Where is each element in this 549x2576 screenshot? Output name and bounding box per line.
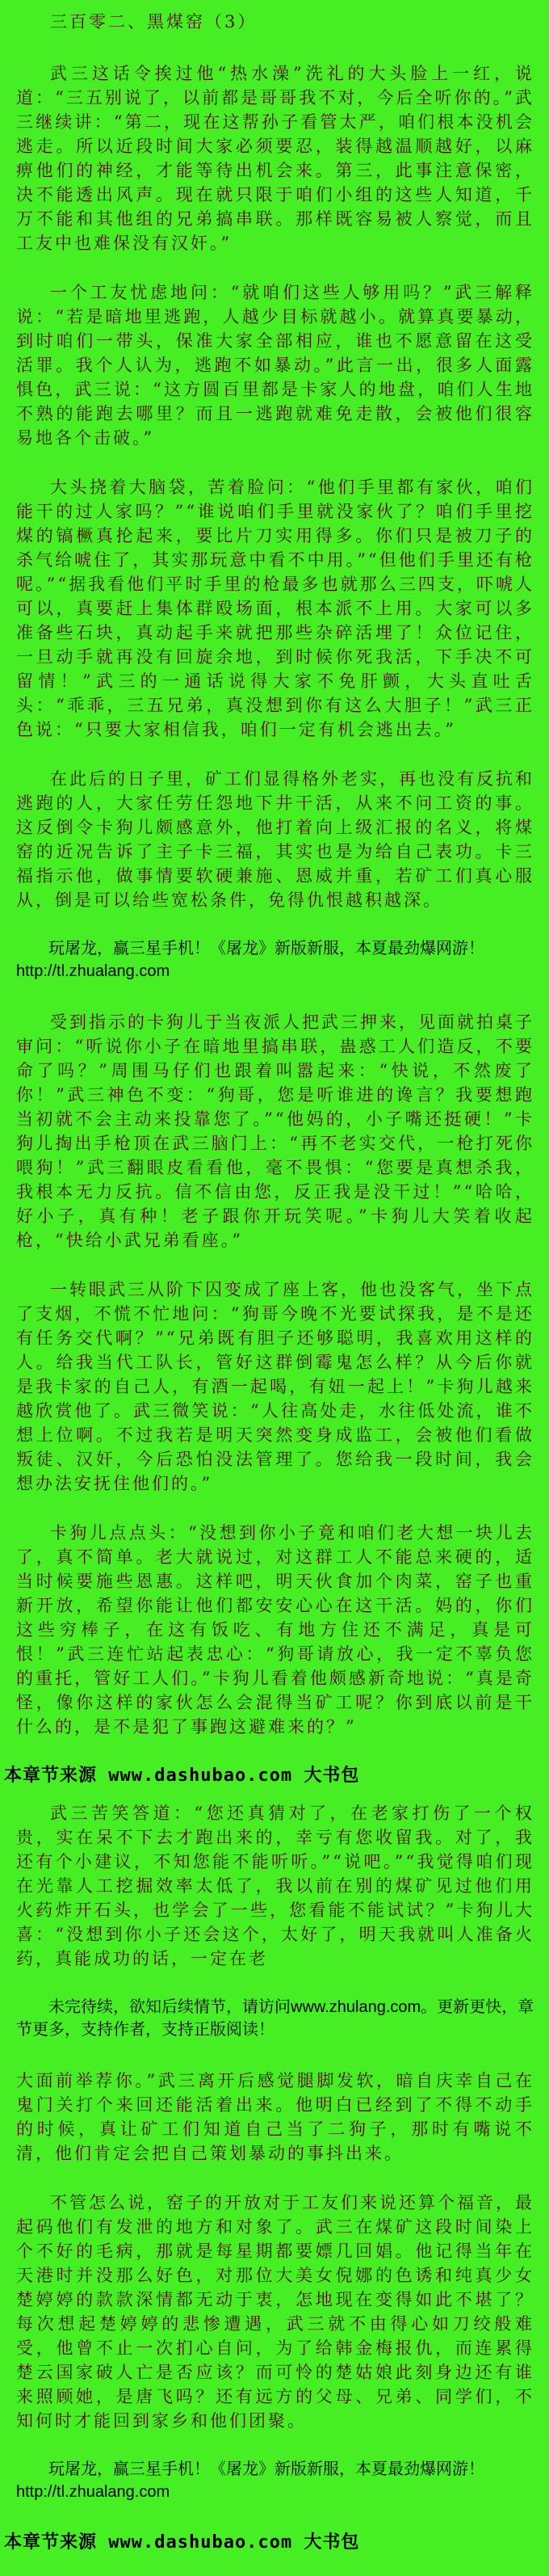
chapter-paragraph: 在此后的日子里，矿工们显得格外老实，再也没有反抗和逃跑的人，大家任劳任怨地下井干活，从来不问工资的事。这反倒令卡狗儿颇感意外，他打着向上级汇报的名义，将煤窑的近况告诉了主子卡三福，其实也是为给自己表功。卡三福指示他，做事情要软硬兼施、恩威并重，若矿工们真心服从，倒是可以给些宽松条件，免得仇恨越积越深。 xyxy=(16,769,534,910)
chapter-paragraph: 不管怎么说，窑子的开放对于工友们来说还算个福音，最起码他们有发泄的地方和对象了。武三在煤矿这段时间染上个不好的毛病，那就是每星期都要嫖几回娼。他记得当年在天港时并没那么好色，对那位大美女倪娜的色诱和纯真少女楚婷婷的款款深情都无动于衷，怎地现在变得如此不堪了？每次想起楚婷婷的悲惨遭遇，武三就不由得心如刀绞般难受，他曾不止一次扪心自问，为了给韩金梅报仇，而连累得楚云国家破人亡是否应该？而可怜的楚姑娘此刻身边还有谁来照顾她，是唐飞吗？还有远方的父母、兄弟、同学们，不知何时才能回到家乡和他们团聚。 xyxy=(16,2193,534,2431)
chapter-paragraph: 一转眼武三从阶下囚变成了座上客，他也没客气，坐下点了支烟，不慌不忙地问：“狗哥今晚不光要试探我，是不是还有任务交代啊？”“兄弟既有胆子还够聪明，我喜欢用这样的人。给我当代工队长，管好这群倒霉鬼怎么样？从今后你就是我卡家的自己人，有酒一起喝，有妞一起上！”卡狗儿越来越欣赏他了。武三微笑说：“人往高处走，水往低处流，谁不想上位啊。不过我若是明天突然变身成监工，会被他们看做叛徒、汉奸，今后恐怕没法管理了。您给我一段时间，我会想办法安抚住他们的。” xyxy=(16,1280,534,1493)
chapter-paragraph: 大面前举荐你。”武三离开后感觉腿脚发软，暗自庆幸自己在鬼门关打个来回还能活着出来。他明白已经到了不得不动手的时候，真让矿工们知道自己当了二狗子，那时有嘴说不清，他们肯定会把自己策划暴动的事抖出来。 xyxy=(16,2071,534,2163)
chapter-paragraph: 大头挠着大脑袋，苦着脸问：“他们手里都有家伙，咱们能干的过人家吗？”“谁说咱们手里就没家伙了？咱们手里挖煤的镐橛真抡起来，要比片刀实用得多。你们只是被刀子的杀气给唬住了，其实那玩意中看不中用。”“但他们手里还有枪呢。”“据我看他们平时手里的枪最多也就那么三四支，吓唬人可以，真要赶上集体群殴场面，根本派不上用。大家可以多准备些石块，真动起手来就把那些杂碎活埋了！众位记住，一旦动手就再没有回旋余地，到时候你死我活，下手决不可留情！”武三的一通话说得大家不免肝颤，大头直吐舌头：“乖乖，三五兄弟，真没想到你有这么大胆子！”武三正色说：“只要大家相信我，咱们一定有机会逃出去。” xyxy=(16,478,534,739)
ad-banner: 玩屠龙，赢三星手机！《屠龙》新版新服，本夏最劲爆网游！http://tl.zhualang.com xyxy=(16,940,484,980)
chapter-paragraph: 受到指示的卡狗儿于当夜派人把武三押来，见面就拍桌子审问：“听说你小子在暗地里搞串联，蛊惑工人们造反，不要命了吗？”周围马仔们也跟着叫嚣起来：“快说，不然废了你！”武三神色不变：“狗哥，您是听谁进的谗言？我要想跑当初就不会主动来投靠您了。”“他妈的，小子嘴还挺硬！”卡狗儿掏出手枪顶在武三脑门上：“再不老实交代，一枪打死你喂狗！”武三翻眼皮看看他，毫不畏惧：“您要是真想杀我，我根本无力反抗。信不信由您，反正我是没干过！”“哈哈，好小子，真有种！老子跟你开玩笑呢。”卡狗儿大笑着收起枪，“快给小武兄弟看座。” xyxy=(16,1012,534,1250)
chapter-paragraph: 卡狗儿点点头：“没想到你小子竟和咱们老大想一块儿去了，真不简单。老大就说过，对这群工人不能总来硬的，适当时候要施些恩惠。这样吧，明天伙食加个肉菜，窑子也重新开放，希望你能让他们都安安心心在这干活。妈的，你们这些穷棒子，在这有饭吃、有地方住还不满足，真是可恨！”武三连忙站起表忠心：“狗哥请放心，我一定不辜负您的重托，管好工人们。”卡狗儿看着他颇感新奇地说：“真是奇怪，像你这样的家伙怎么会混得当矿工呢？你到底以前是干什么的，是不是犯了事跑这避难来的？” xyxy=(16,1523,534,1736)
chapter-title: 三百零二、黑煤窑（3） xyxy=(50,12,258,32)
chapter-paragraph: 武三苦笑答道：“您还真猜对了，在老家打伤了一个权贵，实在呆不下去才跑出来的，幸亏有您收留我。对了，我还有个小建议，不知您能不能听听。”“说吧。”“我觉得咱们现在光靠人工挖掘效率太低了，我以前在别的煤矿见过他们用火药炸开石头，也学会了一些，您看能不能试试？”卡狗儿大喜：“没想到你小子还会这个，太好了，明天我就叫人准备火药，真能成功的话，一定在老 xyxy=(16,1804,534,1968)
ad-banner: 未完待续，欲知后续情节，请访问www.zhulang.com。更新更快，章节更多，支持作者，支持正版阅读！ xyxy=(16,1998,534,2039)
chapter-content xyxy=(4,61,534,2555)
source-attribution: 本章节来源 www.dashubao.com 大书包 xyxy=(4,2532,360,2553)
chapter-paragraph: 武三这话令挨过他“热水澡”洗礼的大头脸上一红，说道：“三五别说了，以前都是哥哥我不对，今后全听你的。”武三继续讲：“第二，现在这帮孙子看管太严，咱们根本没机会逃走。所以近段时间大家必须要忍，装得越温顺越好，以麻痹他们的神经，才能等待出机会来。第三，此事注意保密，决不能透出风声。现在就只限于咱们小组的这些人知道，千万不能和其他组的兄弟搞串联。那样既容易被人察觉，而且工友中也难保没有汉奸。” xyxy=(16,64,534,253)
ad-banner: 玩屠龙，赢三星手机！《屠龙》新版新服，本夏最劲爆网游！http://tl.zhualang.com xyxy=(16,2460,484,2501)
source-attribution: 本章节来源 www.dashubao.com 大书包 xyxy=(4,1766,360,1786)
chapter-paragraph: 一个工友忧虑地问：“就咱们这些人够用吗？”武三解释说：“若是暗地里逃跑，人越少目标就越小。就算真要暴动，到时咱们一带头，保准大家全部相应，谁也不愿意留在这受活罪。我个人认为，逃跑不如暴动。”此言一出，很多人面露惧色，武三说：“这方圆百里都是卡家人的地盘，咱们人生地不熟的能跑去哪里？而且一逃跑就难免走散，会被他们很容易地各个击破。” xyxy=(16,283,534,448)
